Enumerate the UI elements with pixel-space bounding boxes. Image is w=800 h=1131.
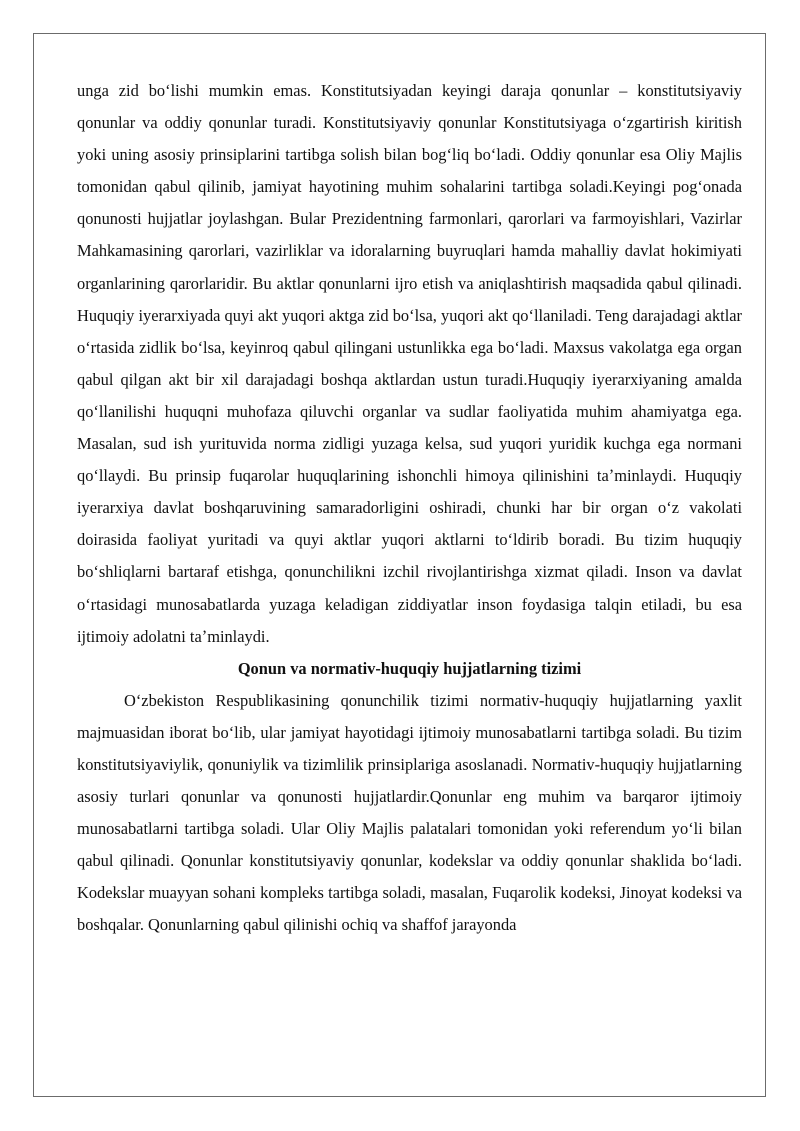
paragraph-legal-hierarchy: unga zid boʻlishi mumkin emas. Konstitutsiyadan keyingi daraja qonunlar – konstitutsiyaviy qonunlar va oddiy qonunlar turadi. Konstitutsiyaviy qonunlar Konstitutsiyaga oʻzgartirish kiritish yoki uning asosiy prinsiplarini tartibga solish bilan bogʻliq boʻladi. Oddiy qonunlar esa Oliy Majlis tomonidan qabul qilinib, jamiyat hayotining muhim sohalarini tartibga soladi.Keyingi pogʻonada qonunosti hujjatlar joylashgan. Bular Prezidentning farmonlari, qarorlari va farmoyishlari, Vazirlar Mahkamasining qarorlari, vazirliklar va idoralarning buyruqlari hamda mahalliy davlat hokimiyati organlarining qarorlaridir. Bu aktlar qonunlarni ijro etish va aniqlashtirish maqsadida qabul qilinadi. Huquqiy iyerarxiyada quyi akt yuqori aktga zid boʻlsa, yuqori akt qoʻllaniladi. Teng darajadagi aktlar oʻrtasida zidlik boʻlsa, keyinroq qabul qilingani ustunlikka ega boʻladi. Maxsus vakolatga ega organ qabul qilgan akt bir xil darajadagi boshqa aktlardan ustun turadi.Huquqiy iyerarxiyaning amalda qoʻllanilishi huquqni muhofaza qiluvchi organlar va sudlar faoliyatida muhim ahamiyatga ega. Masalan, sud ish yurituvida norma zidligi yuzaga kelsa, sud yuqori yuridik kuchga ega normani qoʻllaydi. Bu prinsip fuqarolar huquqlarining ishonchli himoya qilinishini taʼminlaydi. Huquqiy iyerarxiya davlat boshqaruvining samaradorligini oshiradi, chunki har bir organ oʻz vakolati doirasida faoliyat yuritadi va quyi aktlar yuqori aktlarni toʻldirib boradi. Bu tizim huquqiy boʻshliqlarni bartaraf etishga, qonunchilikni izchil rivojlantirishga xizmat qiladi. Inson va davlat oʻrtasidagi munosabatlarda yuzaga keladigan ziddiyatlar inson foydasiga talqin etiladi, bu esa ijtimoiy adolatni taʼminlaydi. [77, 81, 742, 646]
document-body [77, 75, 742, 942]
paragraph-legislative-system: Oʻzbekiston Respublikasining qonunchilik tizimi normativ-huquqiy hujjatlarning yaxlit majmuasidan iborat boʻlib, ular jamiyat hayotidagi ijtimoiy munosabatlarni tartibga soladi. Bu tizim konstitutsiyaviylik, qonuniylik va tizimlilik prinsiplariga asoslanadi. Normativ-huquqiy hujjatlarning asosiy turlari qonunlar va qonunosti hujjatlardir.Qonunlar eng muhim va barqaror ijtimoiy munosabatlarni tartibga soladi. Ular Oliy Majlis palatalari tomonidan yoki referendum yoʻli bilan qabul qilinadi. Qonunlar konstitutsiyaviy qonunlar, kodekslar va oddiy qonunlar shaklida boʻladi. Kodekslar muayyan sohani kompleks tartibga soladi, masalan, Fuqarolik kodeksi, Jinoyat kodeksi va boshqalar. Qonunlarning qabul qilinishi ochiq va shaffof jarayonda [77, 690, 742, 935]
section-heading: Qonun va normativ-huquqiy hujjatlarning tizimi [237, 658, 582, 678]
